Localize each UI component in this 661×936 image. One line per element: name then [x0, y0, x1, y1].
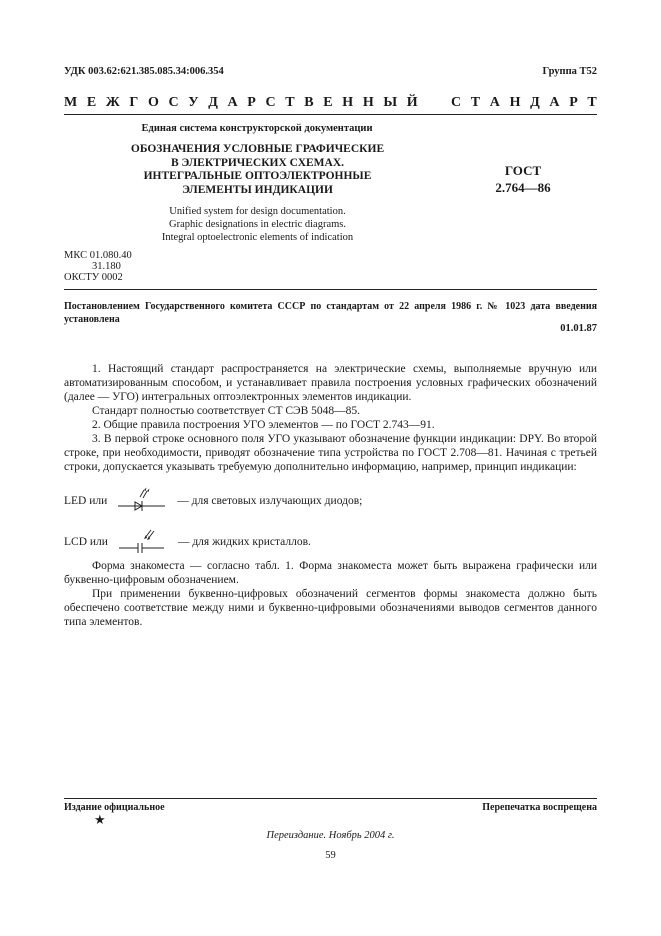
english-line: Unified system for design documentation. [169, 206, 346, 217]
banner-letter: Р [247, 95, 256, 110]
lcd-symbol-icon [114, 526, 172, 558]
mks-code: МКС 01.080.40 [64, 250, 132, 261]
gost-label: ГОСТ [504, 163, 542, 178]
banner-letter: А [227, 95, 238, 110]
body-text-2 [64, 559, 597, 629]
english-title [110, 205, 405, 244]
lcd-description: — для жидких кристаллов. [177, 536, 311, 548]
mid-rule [64, 289, 597, 290]
page-number: 59 [325, 850, 336, 861]
paragraph-3: 2. Общие правила построения УГО элементов — по ГОСТ 2.743—91. [92, 419, 435, 431]
banner-letter: С [265, 95, 276, 110]
paragraph-1: 1. Настоящий стандарт распространяется на электрические схемы, выполняемые вручную или автоматизированным способом, и устанавливает правила построения условных графических обозначений (далее — УГО) интегральных оптоэлектронных элементов индикации. [64, 363, 597, 403]
banner-letter: С [168, 95, 179, 110]
banner-letter: Т [470, 95, 481, 110]
udk-code: УДК 003.62:621.385.085.34:006.354 [64, 66, 224, 77]
banner-letter: А [489, 95, 500, 110]
led-description: — для световых излучающих диодов; [177, 495, 363, 507]
paragraph-6: При применении буквенно-цифровых обозначений сегментов формы знакоместа должно быть обеспечено соответствие между ними и буквенно-цифровыми обозначениями выводов сегментов данного типа элементов. [64, 588, 597, 628]
banner-letter [427, 95, 441, 111]
banner-letter: Д [208, 95, 218, 110]
english-line: Graphic designations in electric diagrams. [169, 219, 346, 230]
star-icon: ★ [94, 812, 106, 827]
banner-letter: Т [587, 95, 597, 110]
banner-letter: Т [285, 95, 295, 110]
banner-letter: Н [342, 95, 354, 110]
banner-letter: М [64, 95, 78, 110]
title-line: ЭЛЕМЕНТЫ ИНДИКАЦИИ [182, 183, 333, 196]
gost-designation [487, 162, 559, 196]
banner-letter: Ж [105, 95, 120, 110]
interstate-standard-banner [64, 95, 597, 111]
footer-rule [64, 798, 597, 799]
banner-letter: Е [86, 95, 97, 110]
banner-letter: О [147, 95, 159, 110]
esk-subtitle: Единая система конструкторской документации [141, 123, 373, 134]
reprint-notice: Перепечатка воспрещена [482, 802, 597, 813]
banner-letter: В [304, 95, 314, 110]
banner-letter: Е [323, 95, 333, 110]
body-text [64, 362, 597, 474]
banner-letter: А [549, 95, 560, 110]
banner-letter: Г [129, 95, 139, 110]
english-line: Integral optoelectronic elements of indication [161, 232, 354, 243]
banner-letter: Й [406, 95, 418, 110]
banner-letter: С [451, 95, 462, 110]
title-line: ИНТЕГРАЛЬНЫЕ ОПТОЭЛЕКТРОННЫЕ [143, 170, 372, 182]
banner-letter: Н [509, 95, 521, 110]
classification-codes [64, 250, 132, 283]
paragraph-5: Форма знакоместа — согласно табл. 1. Форма знакоместа может быть выражена графически или буквенно-цифровым обозначением. [64, 560, 597, 586]
standard-title [110, 143, 405, 197]
banner-letter: Ы [383, 95, 398, 110]
lcd-label: LCD или [64, 536, 108, 548]
led-label: LED или [64, 495, 108, 507]
group-code: Группа Т52 [542, 66, 597, 77]
title-line: ОБОЗНАЧЕНИЯ УСЛОВНЫЕ ГРАФИЧЕСКИЕ [130, 143, 385, 155]
lcd-row [64, 526, 311, 558]
reissue-note: Переиздание. Ноябрь 2004 г. [266, 830, 395, 841]
top-rule [64, 114, 597, 115]
official-edition: Издание официальное [64, 802, 165, 813]
led-row [64, 486, 362, 516]
paragraph-4: 3. В первой строке основного поля УГО указывают обозначение функции индикации: DPY. Во второй строке, при необходимости, приводят обозначение типа устройства по ГОСТ 2.708—81. Начиная с третьей строки, допускается указывать требуемую дополнительно информацию, например, принцип индикации: [64, 433, 597, 473]
paragraph-2: Стандарт полностью соответствует СТ СЭВ 5048—85. [92, 405, 361, 417]
banner-letter: Р [569, 95, 578, 110]
banner-letter: Н [362, 95, 374, 110]
banner-letter: Д [530, 95, 540, 110]
gost-number: 2.764—86 [495, 180, 551, 195]
mks-code: 31.180 [92, 261, 121, 272]
effective-date: 01.01.87 [560, 323, 597, 334]
decree-text: Постановлением Государственного комитета СССР по стандартам от 22 апреля 1986 г. № 1023 дата введения установлена [64, 301, 597, 325]
oksty-code: ОКСТУ 0002 [64, 272, 123, 283]
banner-letter: У [188, 95, 199, 110]
title-line: В ЭЛЕКТРИЧЕСКИХ СХЕМАХ. [170, 156, 345, 169]
led-symbol-icon [113, 486, 171, 516]
